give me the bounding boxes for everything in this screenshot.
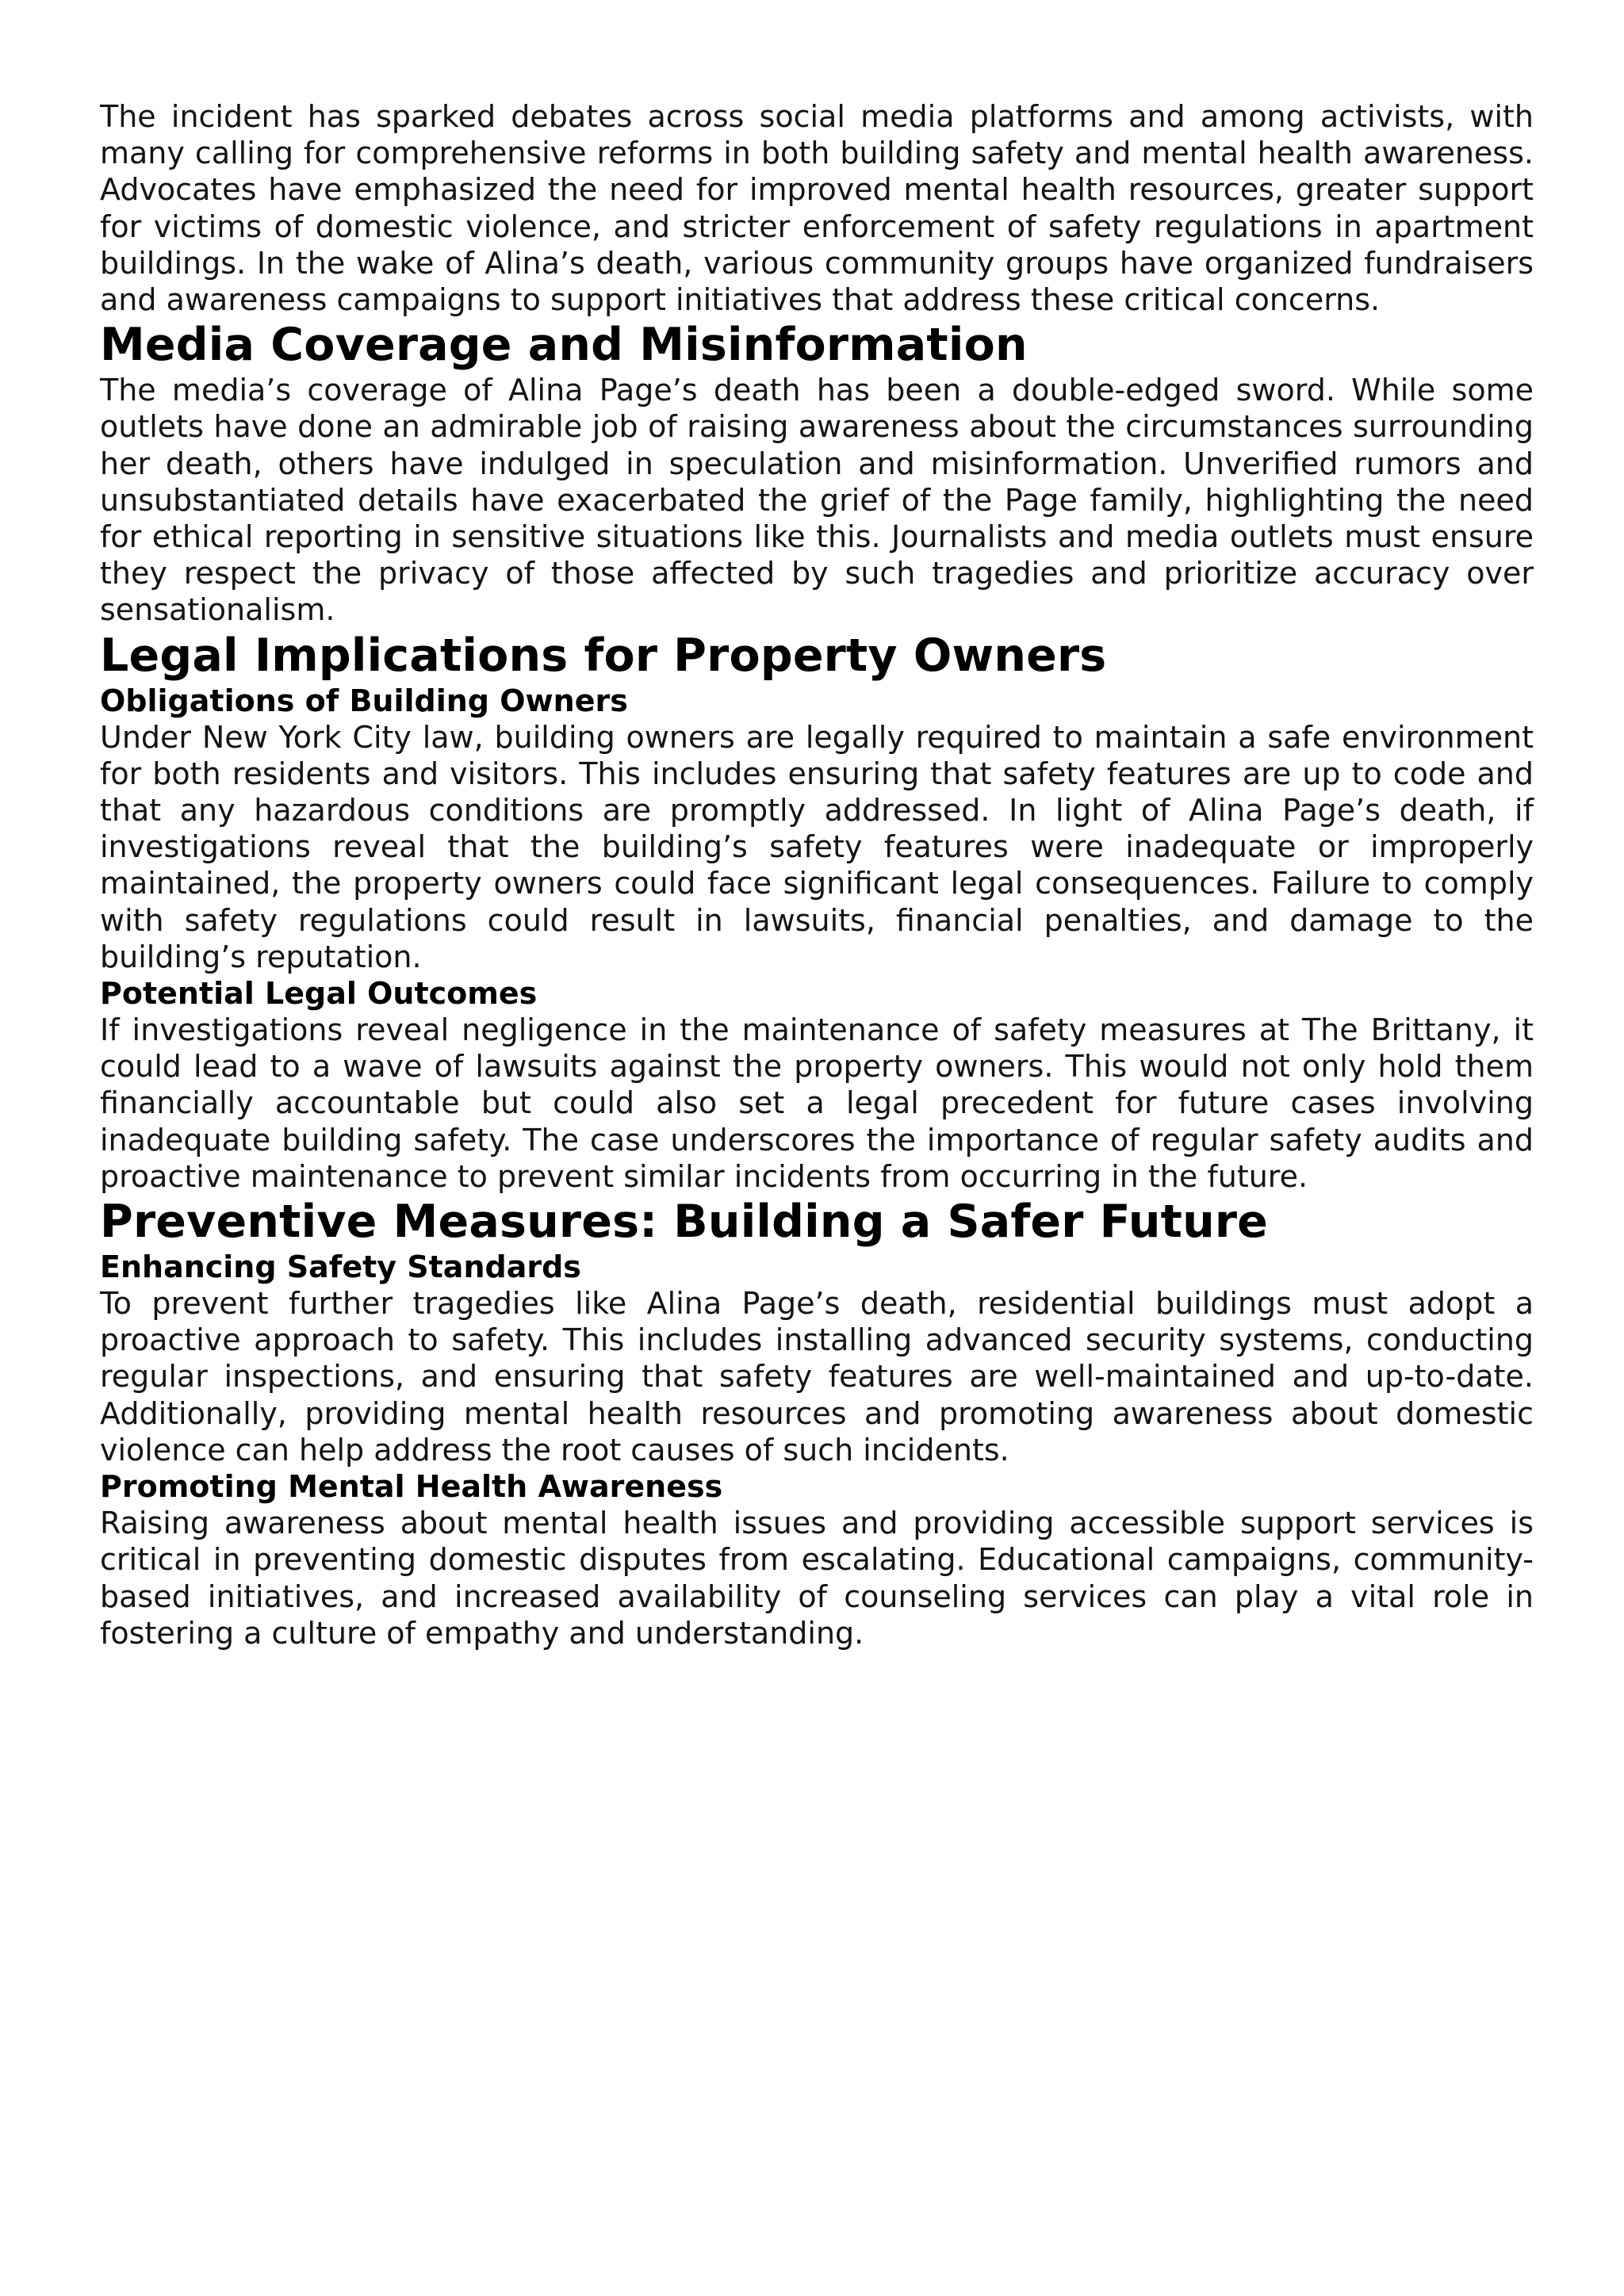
mental-health-paragraph: Raising awareness about mental health issues and providing accessible support services is critical in preventing domestic disputes from escalating. Educational campaigns, community-based initiatives, and increased availability of counseling services can play a vital role in fostering a culture of empathy and understanding. bbox=[100, 1506, 1534, 1651]
legal-section-heading: Legal Implications for Property Owners bbox=[100, 629, 1107, 682]
standards-paragraph: To prevent further tragedies like Alina Page’s death, residential buildings must adopt a proactive approach to safety. This includes installing advanced security systems, conducting regular inspections, and ensuring that safety features are well-maintained and up-to-date. Additionally, providing mental health resources and promoting awareness about domestic violence can help address the root causes of such incidents. bbox=[100, 1286, 1534, 1468]
standards-subheading: Enhancing Safety Standards bbox=[100, 1249, 581, 1285]
obligations-paragraph: Under New York City law, building owners are legally required to maintain a safe environment for both residents and visitors. This includes ensuring that safety features are up to code and that any hazardous conditions are promptly addressed. In light of Alina Page’s death, if investigations reveal that the building’s safety features were inadequate or improperly maintained, the property owners could face significant legal consequences. Failure to comply with safety regulations could result in lawsuits, financial penalties, and damage to the building’s reputation. bbox=[100, 719, 1534, 974]
outcomes-subheading: Potential Legal Outcomes bbox=[100, 976, 538, 1012]
intro-paragraph: The incident has sparked debates across social media platforms and among activists, with many calling for comprehensive reforms in both building safety and mental health awareness. Advocates have emphasized the need for improved mental health resources, greater support for victims of domestic violence, and stricter enforcement of safety regulations in apartment buildings. In the wake of Alina’s death, various community groups have organized fundraisers and awareness campaigns to support initiatives that address these critical concerns. bbox=[100, 99, 1534, 318]
media-section-paragraph: The media’s coverage of Alina Page’s death has been a double-edged sword. While some outlets have done an admirable job of raising awareness about the circumstances surrounding her death, others have indulged in speculation and misinformation. Unverified rumors and unsubstantiated details have exacerbated the grief of the Page family, highlighting the need for ethical reporting in sensitive situations like this. Journalists and media outlets must ensure they respect the privacy of those affected by such tragedies and prioritize accuracy over sensationalism. bbox=[100, 373, 1534, 628]
obligations-subheading: Obligations of Building Owners bbox=[100, 683, 628, 718]
mental-health-subheading: Promoting Mental Health Awareness bbox=[100, 1469, 723, 1505]
outcomes-paragraph: If investigations reveal negligence in the maintenance of safety measures at The Brittany, it could lead to a wave of lawsuits against the property owners. This would not only hold them financially accountable but could also set a legal precedent for future cases involving inadequate building safety. The case underscores the importance of regular safety audits and proactive maintenance to prevent similar incidents from occurring in the future. bbox=[100, 1012, 1534, 1194]
preventive-section-heading: Preventive Measures: Building a Safer Future bbox=[100, 1196, 1269, 1249]
media-section-heading: Media Coverage and Misinformation bbox=[100, 319, 1028, 372]
document-page bbox=[100, 98, 1534, 1651]
